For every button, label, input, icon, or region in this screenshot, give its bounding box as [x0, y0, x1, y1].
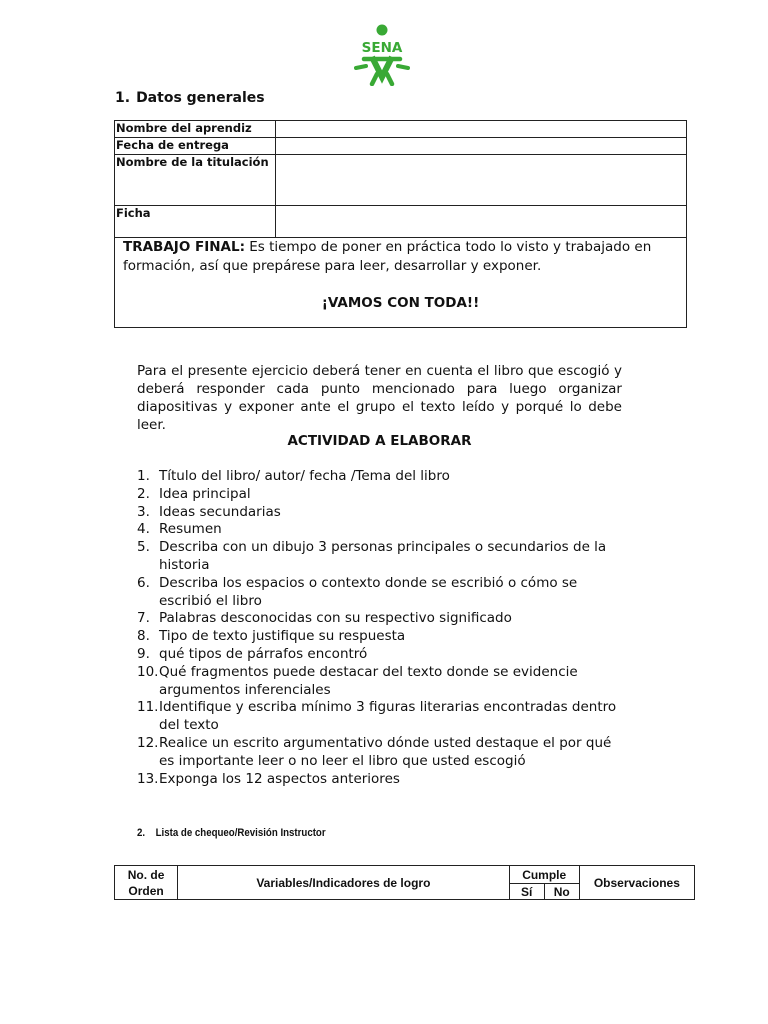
item-number: 5. — [137, 539, 150, 556]
list-item — [137, 646, 622, 664]
item-text: Describa con un dibujo 3 personas principales o secundarios de la historia — [159, 539, 607, 573]
item-number: 2. — [137, 485, 150, 502]
section-2-title: Lista de chequeo/Revisión Instructor — [155, 827, 326, 839]
item-number: 6. — [137, 574, 150, 591]
item-text: Describa los espacios o contexto donde se escribió o cómo se escribió el libro — [159, 574, 578, 609]
general-data-table — [114, 120, 687, 328]
label-ficha: Ficha — [115, 206, 276, 238]
final-work-box — [115, 238, 686, 313]
list-item — [137, 539, 622, 575]
value-ficha[interactable] — [276, 206, 687, 238]
list-item — [137, 664, 622, 700]
intro-paragraph: Para el presente ejercicio deberá tener en cuenta el libro que escogió y deberá responder cada punto mencionado para luego organizar diapositivas y exponer ante el grupo el texto leído y porqué lo debe leer. — [137, 363, 622, 433]
item-number: 11. — [137, 699, 159, 716]
item-text: Palabras desconocidas con su respectivo significado — [159, 610, 512, 627]
item-number: 8. — [137, 628, 150, 645]
list-item — [137, 735, 622, 771]
list-item — [137, 521, 622, 539]
section-2-number: 2. — [137, 827, 146, 839]
final-work-cheer: ¡VAMOS CON TODA!! — [321, 295, 480, 311]
final-work-cell — [115, 238, 687, 328]
list-item — [137, 610, 622, 628]
item-text: qué tipos de párrafos encontró — [159, 645, 368, 662]
section-2-heading — [137, 827, 326, 839]
item-number: 4. — [137, 521, 150, 538]
header-variables: Variables/Indicadores de logro — [178, 866, 510, 900]
header-cumple: Cumple — [509, 866, 579, 884]
section-1-heading — [115, 90, 265, 106]
section-1-title: Datos generales — [136, 90, 265, 106]
value-nombre-titulacion[interactable] — [276, 155, 687, 206]
item-text: Idea principal — [159, 485, 251, 502]
item-number: 7. — [137, 610, 150, 627]
item-text: Identifique y escriba mínimo 3 figuras literarias encontradas dentro del texto — [159, 699, 617, 734]
label-fecha-entrega: Fecha de entrega — [115, 138, 276, 155]
item-number: 10. — [137, 663, 159, 680]
item-text: Ideas secundarias — [159, 503, 281, 520]
list-item — [137, 699, 622, 735]
item-number: 3. — [137, 503, 150, 520]
section-1-number: 1. — [115, 90, 131, 106]
list-item — [137, 504, 622, 522]
item-number: 12. — [137, 734, 159, 751]
item-number: 9. — [137, 645, 150, 662]
svg-text:SENA: SENA — [361, 40, 403, 56]
activity-list — [137, 468, 622, 788]
value-fecha-entrega[interactable] — [276, 138, 687, 155]
list-item — [137, 468, 622, 486]
label-nombre-titulacion: Nombre de la titulación — [115, 155, 276, 206]
list-item — [137, 771, 622, 789]
list-item — [137, 628, 622, 646]
activity-title: ACTIVIDAD A ELABORAR — [287, 433, 472, 449]
header-observaciones: Observaciones — [579, 866, 694, 900]
label-nombre-aprendiz: Nombre del aprendiz — [115, 121, 276, 138]
final-work-label: TRABAJO FINAL: — [123, 239, 245, 255]
final-work-text: Es tiempo de poner en práctica todo lo visto y trabajado en formación, así que prepárese para leer, desarrollar y exponer. — [123, 239, 652, 274]
item-text: Exponga los 12 aspectos anteriores — [159, 770, 400, 787]
value-nombre-aprendiz[interactable] — [276, 121, 687, 138]
item-text: Título del libro/ autor/ fecha /Tema del libro — [159, 468, 450, 484]
item-number: 13. — [137, 770, 159, 787]
checklist-table — [114, 865, 695, 900]
header-si: Sí — [509, 884, 544, 900]
item-text: Qué fragmentos puede destacar del texto donde se evidencie argumentos inferenciales — [159, 663, 578, 698]
item-text: Realice un escrito argumentativo dónde usted destaque el por qué es importante leer o no leer el libro que usted escogió — [159, 734, 612, 769]
header-no: No — [544, 884, 579, 900]
item-text: Resumen — [159, 521, 222, 538]
sena-logo — [350, 22, 414, 86]
item-number: 1. — [137, 468, 150, 484]
item-text: Tipo de texto justifique su respuesta — [159, 628, 406, 645]
list-item — [137, 575, 622, 611]
header-order: No. de Orden — [115, 866, 178, 900]
list-item — [137, 486, 622, 504]
